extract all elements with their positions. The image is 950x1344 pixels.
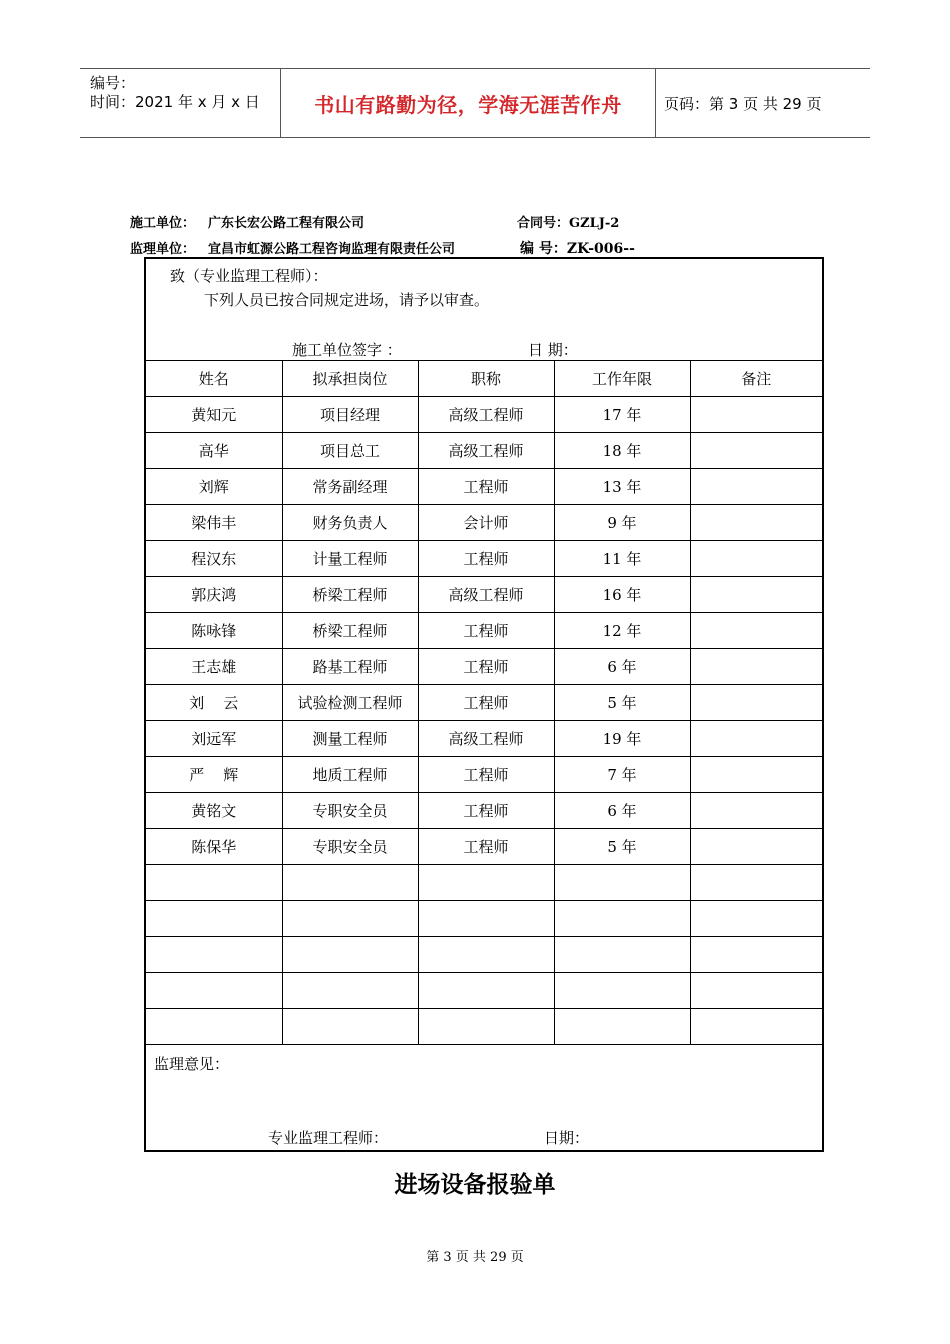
table-cell: 桥梁工程师 bbox=[282, 577, 418, 613]
table-cell: 桥梁工程师 bbox=[282, 613, 418, 649]
table-cell bbox=[690, 721, 822, 757]
table-cell: 计量工程师 bbox=[282, 541, 418, 577]
table-cell: 高级工程师 bbox=[418, 577, 554, 613]
intro-date-label: 日 期： bbox=[528, 341, 578, 359]
table-cell bbox=[146, 1009, 282, 1045]
table-cell: 12 年 bbox=[554, 613, 690, 649]
table-cell bbox=[554, 973, 690, 1009]
table-cell: 郭庆鸿 bbox=[146, 577, 282, 613]
column-header: 职称 bbox=[418, 361, 554, 397]
table-cell: 会计师 bbox=[418, 505, 554, 541]
page-header bbox=[80, 68, 870, 138]
contract-number: 合同号：GZLJ-2 bbox=[517, 216, 620, 231]
table-cell: 项目经理 bbox=[282, 397, 418, 433]
table-cell: 陈咏锋 bbox=[146, 613, 282, 649]
table-cell: 地质工程师 bbox=[282, 757, 418, 793]
document-number: 编号： bbox=[90, 74, 136, 92]
page-footer: 第 3 页 共 29 页 bbox=[426, 1250, 524, 1265]
table-cell bbox=[282, 901, 418, 937]
table-cell: 5 年 bbox=[554, 685, 690, 721]
table-cell bbox=[554, 1009, 690, 1045]
form-code: 编 号：ZK-006-- bbox=[520, 241, 635, 257]
table-cell: 专职安全员 bbox=[282, 793, 418, 829]
column-header: 工作年限 bbox=[554, 361, 690, 397]
personnel-approval-form bbox=[144, 257, 824, 1152]
table-cell bbox=[418, 1009, 554, 1045]
table-cell bbox=[690, 541, 822, 577]
table-cell: 工程师 bbox=[418, 649, 554, 685]
table-cell bbox=[146, 901, 282, 937]
table-cell: 高级工程师 bbox=[418, 433, 554, 469]
table-cell: 刘远军 bbox=[146, 721, 282, 757]
table-cell: 工程师 bbox=[418, 541, 554, 577]
table-cell: 高级工程师 bbox=[418, 397, 554, 433]
table-cell bbox=[690, 469, 822, 505]
table-cell: 6 年 bbox=[554, 793, 690, 829]
table-cell: 9 年 bbox=[554, 505, 690, 541]
table-cell: 程汉东 bbox=[146, 541, 282, 577]
table-cell: 测量工程师 bbox=[282, 721, 418, 757]
document-date: 时间：2021 年 x 月 x 日 bbox=[90, 93, 260, 111]
table-cell: 工程师 bbox=[418, 685, 554, 721]
table-cell bbox=[282, 1009, 418, 1045]
table-cell bbox=[554, 865, 690, 901]
table-cell bbox=[690, 793, 822, 829]
table-header-row bbox=[146, 361, 822, 397]
table-cell: 项目总工 bbox=[282, 433, 418, 469]
table-cell bbox=[690, 973, 822, 1009]
table-cell: 11 年 bbox=[554, 541, 690, 577]
opinion-date-label: 日期： bbox=[544, 1129, 590, 1147]
table-cell bbox=[690, 613, 822, 649]
table-cell: 19 年 bbox=[554, 721, 690, 757]
table-cell bbox=[418, 865, 554, 901]
table-row bbox=[146, 577, 822, 613]
table-row bbox=[146, 1009, 822, 1045]
table-cell bbox=[690, 937, 822, 973]
column-header: 备注 bbox=[690, 361, 822, 397]
form-intro bbox=[146, 259, 822, 360]
table-cell: 梁伟丰 bbox=[146, 505, 282, 541]
table-cell bbox=[690, 397, 822, 433]
table-cell: 17 年 bbox=[554, 397, 690, 433]
table-cell: 工程师 bbox=[418, 757, 554, 793]
table-cell: 王志雄 bbox=[146, 649, 282, 685]
table-row bbox=[146, 505, 822, 541]
table-row bbox=[146, 433, 822, 469]
table-row bbox=[146, 757, 822, 793]
opinion-label: 监理意见： bbox=[154, 1055, 230, 1073]
table-cell bbox=[282, 865, 418, 901]
table-cell: 专职安全员 bbox=[282, 829, 418, 865]
table-cell: 6 年 bbox=[554, 649, 690, 685]
contractor-signature-label: 施工单位签字 ： bbox=[292, 341, 402, 359]
table-row bbox=[146, 469, 822, 505]
table-cell: 高华 bbox=[146, 433, 282, 469]
supervision-opinion bbox=[146, 1049, 822, 1150]
header-left bbox=[80, 69, 280, 137]
table-row bbox=[146, 865, 822, 901]
column-header: 姓名 bbox=[146, 361, 282, 397]
table-cell bbox=[690, 901, 822, 937]
table-row bbox=[146, 937, 822, 973]
table-cell: 陈保华 bbox=[146, 829, 282, 865]
table-row bbox=[146, 613, 822, 649]
table-cell bbox=[418, 901, 554, 937]
table-row bbox=[146, 793, 822, 829]
table-cell: 7 年 bbox=[554, 757, 690, 793]
table-cell bbox=[282, 937, 418, 973]
table-cell bbox=[690, 1009, 822, 1045]
table-row bbox=[146, 685, 822, 721]
table-cell: 路基工程师 bbox=[282, 649, 418, 685]
table-cell bbox=[690, 757, 822, 793]
table-row bbox=[146, 829, 822, 865]
table-cell bbox=[690, 829, 822, 865]
table-cell: 工程师 bbox=[418, 829, 554, 865]
contractor-label: 施工单位： bbox=[130, 216, 196, 231]
header-motto: 书山有路勤为径，学海无涯苦作舟 bbox=[280, 69, 656, 137]
table-row bbox=[146, 649, 822, 685]
table-cell: 黄知元 bbox=[146, 397, 282, 433]
table-cell bbox=[418, 973, 554, 1009]
table-cell: 严 辉 bbox=[146, 757, 282, 793]
table-cell: 工程师 bbox=[418, 613, 554, 649]
table-cell bbox=[554, 937, 690, 973]
table-cell: 黄铭文 bbox=[146, 793, 282, 829]
contractor-name: 广东长宏公路工程有限公司 bbox=[208, 216, 365, 231]
table-cell bbox=[690, 577, 822, 613]
table-cell bbox=[690, 505, 822, 541]
table-row bbox=[146, 397, 822, 433]
table-cell bbox=[146, 973, 282, 1009]
engineer-signature-label: 专业监理工程师： bbox=[268, 1129, 389, 1147]
table-cell: 13 年 bbox=[554, 469, 690, 505]
table-cell: 5 年 bbox=[554, 829, 690, 865]
table-cell bbox=[690, 865, 822, 901]
table-cell: 刘 云 bbox=[146, 685, 282, 721]
table-cell bbox=[690, 433, 822, 469]
supervisor-label: 监理单位： bbox=[130, 242, 196, 257]
table-cell bbox=[554, 901, 690, 937]
table-cell: 工程师 bbox=[418, 793, 554, 829]
next-form-title: 进场设备报验单 bbox=[394, 1172, 556, 1198]
table-cell bbox=[418, 937, 554, 973]
table-cell bbox=[690, 685, 822, 721]
table-cell bbox=[146, 865, 282, 901]
table-row bbox=[146, 901, 822, 937]
intro-text: 下列人员已按合同规定进场，请予以审查。 bbox=[204, 291, 490, 309]
table-cell: 常务副经理 bbox=[282, 469, 418, 505]
table-row bbox=[146, 721, 822, 757]
table-cell: 18 年 bbox=[554, 433, 690, 469]
table-cell: 高级工程师 bbox=[418, 721, 554, 757]
table-cell: 财务负责人 bbox=[282, 505, 418, 541]
table-row bbox=[146, 541, 822, 577]
table-cell bbox=[282, 973, 418, 1009]
header-page-number: 页码：第 3 页 共 29 页 bbox=[664, 94, 822, 113]
table-cell: 工程师 bbox=[418, 469, 554, 505]
table-cell: 试验检测工程师 bbox=[282, 685, 418, 721]
personnel-table bbox=[146, 360, 822, 1045]
table-cell: 刘辉 bbox=[146, 469, 282, 505]
table-cell: 16 年 bbox=[554, 577, 690, 613]
column-header: 拟承担岗位 bbox=[282, 361, 418, 397]
supervisor-name: 宜昌市虹源公路工程咨询监理有限责任公司 bbox=[208, 242, 456, 257]
table-row bbox=[146, 973, 822, 1009]
table-cell bbox=[690, 649, 822, 685]
addressee: 致（专业监理工程师）： bbox=[170, 267, 328, 285]
table-cell bbox=[146, 937, 282, 973]
